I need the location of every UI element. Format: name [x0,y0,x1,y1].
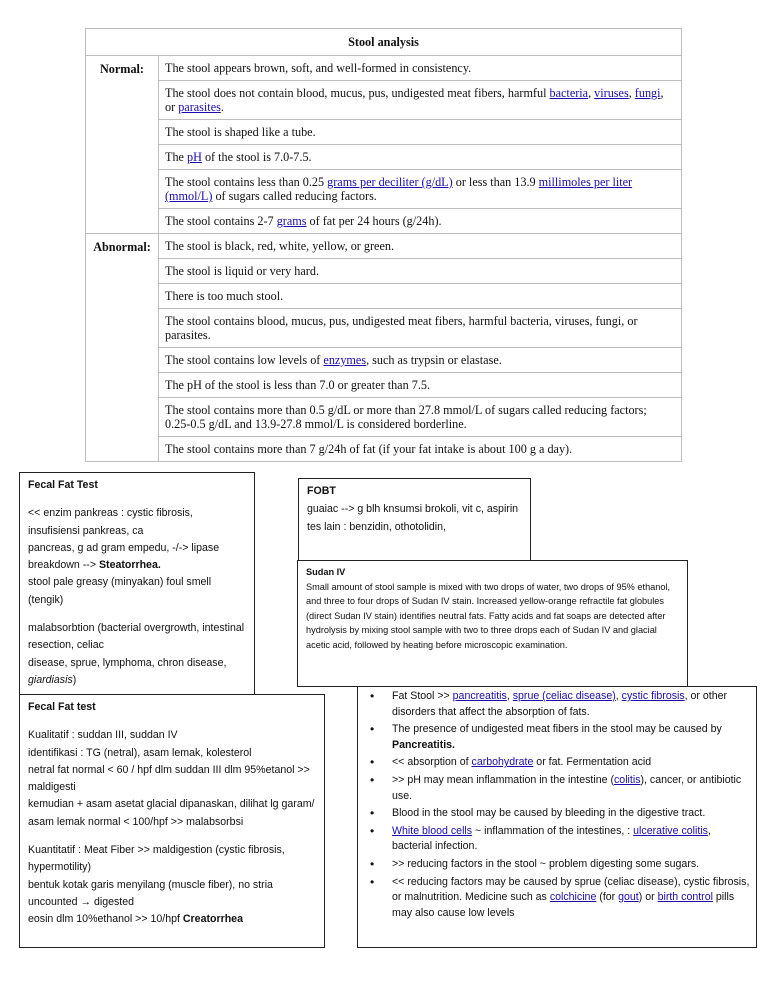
text-span: The stool contains less than 0.25 [165,175,328,189]
text-span: , [628,86,635,100]
fobt-title: FOBT [307,485,336,497]
term-link[interactable]: millimoles per liter (mmol/L) [165,175,633,203]
table-row [86,209,682,234]
fecal-fat-2-line: identifikasi : TG (netral), asam lemak, kolesterol [28,746,252,759]
text-span: The presence of undigested meat fibers in the stool may be caused by [392,723,722,736]
term-link[interactable]: birth control [657,891,713,904]
text-span: The stool appears brown, soft, and well-formed in consistency. [165,61,472,75]
bold-text: Pancreatitis. [392,738,456,751]
text-span: The stool is liquid or very hard. [165,264,320,278]
text-span: or less than 13.9 [452,175,539,189]
text-span: The stool contains more than 0.5 g/dL or more than 27.8 mmol/L of sugars called reducing factors; 0.25-0.5 g/dL and 13.9-27.8 mmol/L is considered borderline. [165,403,647,431]
text-span: or fat. Fermentation acid [533,756,652,769]
fecal-fat-line [28,655,246,690]
table-cell [159,259,682,284]
term-link[interactable]: carbohydrate [471,756,534,769]
table-row [86,81,682,120]
text-span: . [220,100,224,114]
sudan-iv-body: Small amount of stool sample is mixed with two drops of water, two drops of 95% ethanol, and three to four drops of Sudan IV stain. Increased yellow-orange refractile fat globules (direct Sudan IV stain) identifies neutral fats. Fatty acids and fat soaps are detected after hydrolysis by mixing stool sample with two to three drops each of Sudan IV and glacial acetic acid, followed by heating before microscopic examination. [306,581,671,650]
term-link[interactable]: parasites [178,100,221,114]
category-label: Abnormal: [86,234,159,462]
text-span: , [588,86,595,100]
text-span: The [165,150,187,164]
text-span: of fat per 24 hours (g/24h). [306,214,442,228]
sudan-iv-box [297,560,688,687]
text-span: << absorption of [392,756,472,769]
text-span: ), cancer, or antibiotic use. [392,773,742,802]
giardiasis-label: giardiasis [28,673,73,686]
term-link[interactable]: ulcerative colitis [633,824,708,837]
text-span: The stool is shaped like a tube. [165,125,316,139]
text-span: Blood in the stool may be caused by bleeding in the digestive tract. [392,807,706,820]
fecal-fat-line [28,540,246,575]
text-span: The stool contains 2-7 [165,214,277,228]
text-span: , bacterial infection. [392,824,711,853]
fecal-fat-2-line: uncounted → digested [28,895,135,908]
text-span: , [615,690,622,702]
term-link[interactable]: pancreatitis [452,690,507,702]
table-row [86,145,682,170]
fecal-fat-2-line: kemudian + asam asetat glacial dipanaskan, dilihat lg garam/ asam lemak normal < 100/hpf >> malabsorbsi [28,798,315,828]
fecal-fat-text: pancreas, g ad gram empedu, -/-> lipase breakdown --> [28,541,220,572]
fecal-fat-test-2-box [19,694,325,948]
fecal-fat-2-line: netral fat normal < 60 / hpf dlm suddan III dlm 95%etanol >> maldigesti [28,763,310,794]
table-cell [159,373,682,398]
text-span: pills may also cause low levels [392,891,735,919]
table-row [86,373,682,398]
table-cell [159,437,682,462]
term-link[interactable]: pH [187,150,202,164]
list-item [392,755,750,771]
table-row [86,234,682,259]
term-link[interactable]: cystic fibrosis [621,690,685,702]
notes-bullet-box [357,686,757,948]
list-item [392,857,750,873]
text-span: , such as trypsin or elastase. [366,353,502,367]
fecal-fat-text: ) [72,673,77,686]
text-span: << reducing factors may be caused by sprue (celiac disease), cystic fibrosis, or malnutrition. Medicine such as [392,875,750,904]
text-span: The stool is black, red, white, yellow, or green. [165,239,395,253]
creatorrhea-label: Creatorrhea [182,913,243,926]
fecal-fat-2-text: eosin dlm 10%ethanol >> 10/hpf [28,913,183,926]
term-link[interactable]: enzymes [323,353,367,367]
list-item [392,875,750,922]
fecal-fat-text: disease, sprue, lymphoma, chron disease, [28,656,227,669]
text-span: The pH of the stool is less than 7.0 or greater than 7.5. [165,378,431,392]
table-cell [159,398,682,437]
fecal-fat-2-line: bentuk kotak garis menyilang (muscle fiber), no stria [28,878,273,891]
fecal-fat-line: malabsorbtion (bacterial overgrowth, intestinal resection, celiac [28,622,245,652]
fecal-fat-2-line: Kuantitatif : Meat Fiber >> maldigestion (cystic fibrosis, hypermotility) [28,844,285,874]
text-span: ) or [638,891,658,904]
table-cell [159,284,682,309]
fecal-fat-test-2-title: Fecal Fat test [28,701,96,713]
table-body [86,56,682,462]
text-span: Fat Stool >> [392,690,453,702]
sudan-iv-title: Sudan IV [306,567,346,577]
text-span: , or [165,86,664,114]
table-cell [159,81,682,120]
table-title: Stool analysis [86,29,682,56]
list-item [392,722,750,753]
table-row [86,120,682,145]
text-span: The stool contains more than 7 g/24h of fat (if your fat intake is about 100 g a day). [165,442,573,456]
stool-analysis-table [85,28,682,462]
text-span: , or other disorders that affect the absorption of fats. [392,690,728,718]
table-cell [159,120,682,145]
category-label: Normal: [86,56,159,234]
term-link[interactable]: White blood cells [392,824,473,837]
list-item [392,824,750,855]
table-row [86,170,682,209]
table-cell [159,170,682,209]
fecal-fat-line: << enzim pankreas : cystic fibrosis, insufisiensi pankreas, ca [28,507,193,537]
text-span: of the stool is 7.0-7.5. [201,150,312,164]
table-row [86,284,682,309]
term-link[interactable]: sprue (celiac disease) [512,690,616,702]
text-span: (for [596,891,619,904]
fecal-fat-2-line [28,911,316,928]
term-link[interactable]: viruses [594,86,629,100]
table-row [86,437,682,462]
fecal-fat-test-title: Fecal Fat Test [28,479,98,491]
table-row [86,259,682,284]
text-span: of sugars called reducing factors. [212,189,377,203]
table-cell [159,56,682,81]
table-row [86,309,682,348]
table-cell [159,234,682,259]
text-span: The stool does not contain blood, mucus, pus, undigested meat fibers, harmful [165,86,550,100]
fecal-fat-2-line: Kualitatif : suddan III, suddan IV [28,729,178,742]
term-link[interactable]: bacteria [549,86,589,100]
text-span: The stool contains low levels of [165,353,324,367]
fecal-fat-line: stool pale greasy (minyakan) foul smell (tengik) [28,576,212,606]
notes-bullet-list [358,689,750,921]
list-item [392,806,750,822]
list-item [392,773,750,804]
term-link[interactable]: colitis [614,773,641,786]
term-link[interactable]: fungi [634,86,661,100]
text-span: , [506,690,513,702]
steatorrhea-label: Steatorrhea. [98,559,161,572]
table-cell [159,145,682,170]
term-link[interactable]: gout [618,891,639,904]
text-span: >> pH may mean inflammation in the intestine ( [392,773,614,786]
text-span: There is too much stool. [165,289,284,303]
fecal-fat-test-box [19,472,255,695]
text-span: ~ inflammation of the intestines, : [472,824,634,837]
fobt-line: tes lain : benzidin, othotolidin, [307,521,446,533]
text-span: The stool contains blood, mucus, pus, undigested meat fibers, harmful bacteria, viruses, fungi, or parasites. [165,314,638,342]
table-cell [159,309,682,348]
text-span: >> reducing factors in the stool ~ problem digesting some sugars. [392,857,700,870]
fobt-box [298,478,531,570]
table-row [86,56,682,81]
term-link[interactable]: grams per deciliter (g/dL) [327,175,453,189]
list-item [392,689,750,720]
table-row [86,398,682,437]
table-cell [159,209,682,234]
table-row [86,348,682,373]
term-link[interactable]: grams [276,214,307,228]
fobt-line: guaiac --> g blh knsumsi brokoli, vit c, aspirin [307,503,519,515]
term-link[interactable]: colchicine [549,891,597,904]
table-cell [159,348,682,373]
